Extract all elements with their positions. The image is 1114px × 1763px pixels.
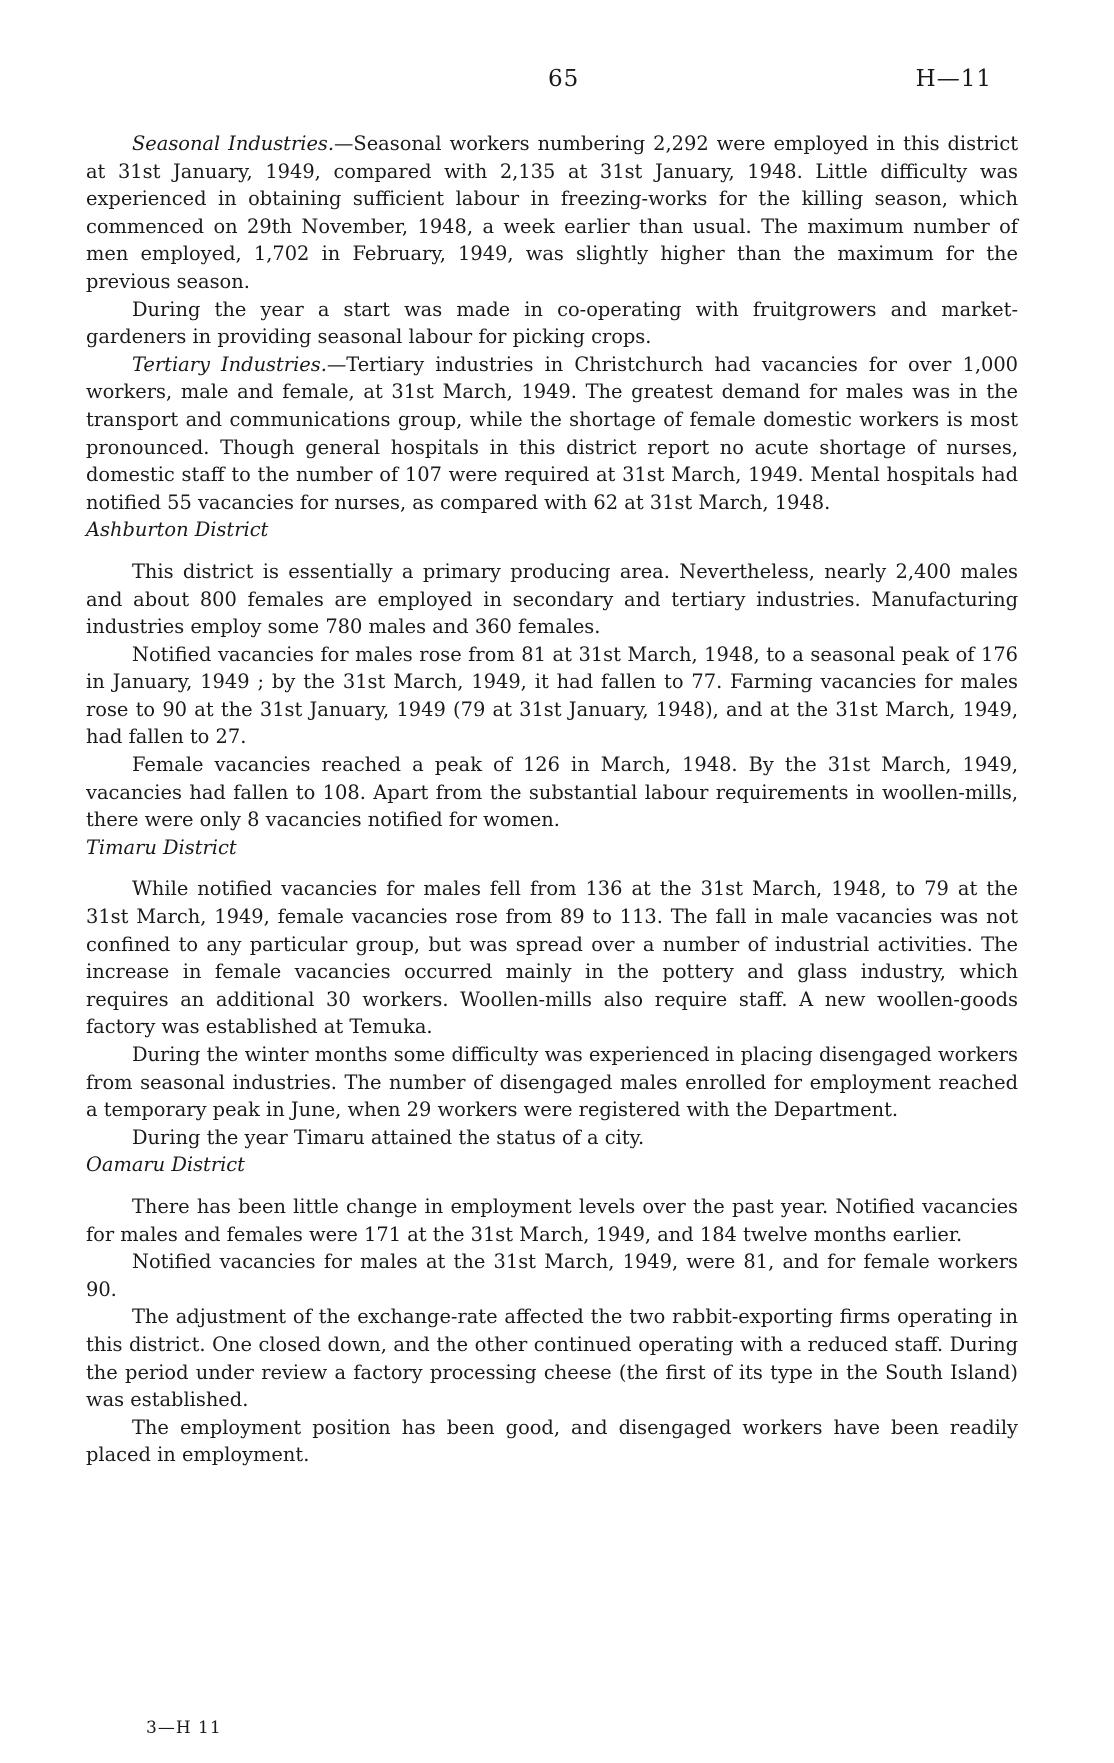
printer-signature: 3—H 11 [146,1718,222,1738]
timaru-paragraph: During the winter months some difficulty was experienced in placing disengaged workers from seasonal industries. The number of disengaged males enrolled for employment reached a temporary peak in June, when 29 workers were registered with the Department. [86,1043,1018,1122]
run-in-heading-tertiary: Tertiary Industries. [132,352,327,376]
document-body [86,130,1018,1469]
heading-timaru-district: Timaru District [86,835,237,859]
run-in-heading-seasonal: Seasonal Industries. [132,132,335,155]
paragraph-text: Seasonal workers numbering 2,292 were employed in this district at 31st January, 1949, compared with 2,135 at 31st January, 1948. Little difficulty was experienced in obtaining sufficient labour in freezing-works for the killing season, which commenced on 29th November, 1948, a week earlier than usual. The maximum number of men employed, 1,702 in February, 1949, was slightly higher than the maximum for the previous season. [86,132,1018,293]
oamaru-paragraph: There has been little change in employment levels over the past year. Notified vacancies for males and females were 171 at the 31st March, 1949, and 184 twelve months earlier. [86,1194,1018,1246]
ashburton-paragraph: Female vacancies reached a peak of 126 in March, 1948. By the 31st March, 1949, vacancies had fallen to 108. Apart from the substantial labour requirements in woollen-mills, there were only 8 vacancies notified for women. [86,753,1018,832]
paragraph-text: Tertiary industries in Christchurch had vacancies for over 1,000 workers, male and female, at 31st March, 1949. The greatest demand for males was in the transport and communications group, while the shortage of female domestic workers is most pronounced. Though general hospitals in this district report no acute shortage of nurses, domestic staff to the number of 107 were required at 31st March, 1949. Mental hospitals had notified 55 vacancies for nurses, as compared with 62 at 31st March, 1948. [86,352,1018,514]
document-reference: H—11 [915,66,992,92]
oamaru-paragraph: The adjustment of the exchange-rate affected the two rabbit-exporting firms operating in this district. One closed down, and the other continued operating with a reduced staff. During the period under review a factory processing cheese (the first of its type in the South Island) was established. [86,1305,1018,1412]
ashburton-paragraph: This district is essentially a primary producing area. Nevertheless, nearly 2,400 males and about 800 females are employed in secondary and tertiary industries. Manufacturing industries employ some 780 males and 360 females. [86,559,1018,639]
ashburton-paragraph: Notified vacancies for males rose from 81 at 31st March, 1948, to a seasonal peak of 176 in January, 1949 ; by the 31st March, 1949, it had fallen to 77. Farming vacancies for males rose to 90 at the 31st January, 1949 (79 at 31st January, 1948), and at the 31st March, 1949, had fallen to 27. [86,642,1018,749]
heading-oamaru-district: Oamaru District [86,1153,245,1177]
paragraph-tertiary-industries: Tertiary Industries.—Tertiary industries in Christchurch had vacancies for over 1,000 workers, male and female, at 31st March, 1949. The greatest demand for males was in the transport and communications group, while the shortage of female domestic workers is most pronounced. Though general hospitals in this district report no acute shortage of nurses, domestic staff to the number of 107 were required at 31st March, 1949. Mental hospitals had notified 55 vacancies for nurses, as compared with 62 at 31st March, 1948. [86,352,1018,514]
oamaru-paragraph: The employment position has been good, and disengaged workers have been readily placed in employment. [86,1415,1018,1467]
timaru-paragraph: During the year Timaru attained the status of a city. [132,1125,645,1149]
paragraph-seasonal-industries: Seasonal Industries.—Seasonal workers numbering 2,292 were employed in this district at 31st January, 1949, compared with 2,135 at 31st January, 1948. Little difficulty was experienced in obtaining sufficient labour in freezing-works for the killing season, which commenced on 29th November, 1948, a week earlier than usual. The maximum number of men employed, 1,702 in February, 1949, was slightly higher than the maximum for the previous season. [86,132,1018,293]
heading-ashburton-district: Ashburton District [86,518,269,542]
page-number: 65 [548,66,580,92]
paragraph-fruitgrowers: During the year a start was made in co-operating with fruitgrowers and market-gardeners in providing seasonal labour for picking crops. [86,297,1018,349]
oamaru-paragraph: Notified vacancies for males at the 31st March, 1949, were 81, and for female workers 90. [86,1250,1018,1301]
timaru-paragraph: While notified vacancies for males fell from 136 at the 31st March, 1948, to 79 at the 31st March, 1949, female vacancies rose from 89 to 113. The fall in male vacancies was not confined to any particular group, but was spread over a number of industrial activities. The increase in female vacancies occurred mainly in the pottery and glass industry, which requires an additional 30 workers. Woollen-mills also require staff. A new woollen-goods factory was established at Temuka. [86,877,1018,1039]
page-header [0,66,1114,98]
